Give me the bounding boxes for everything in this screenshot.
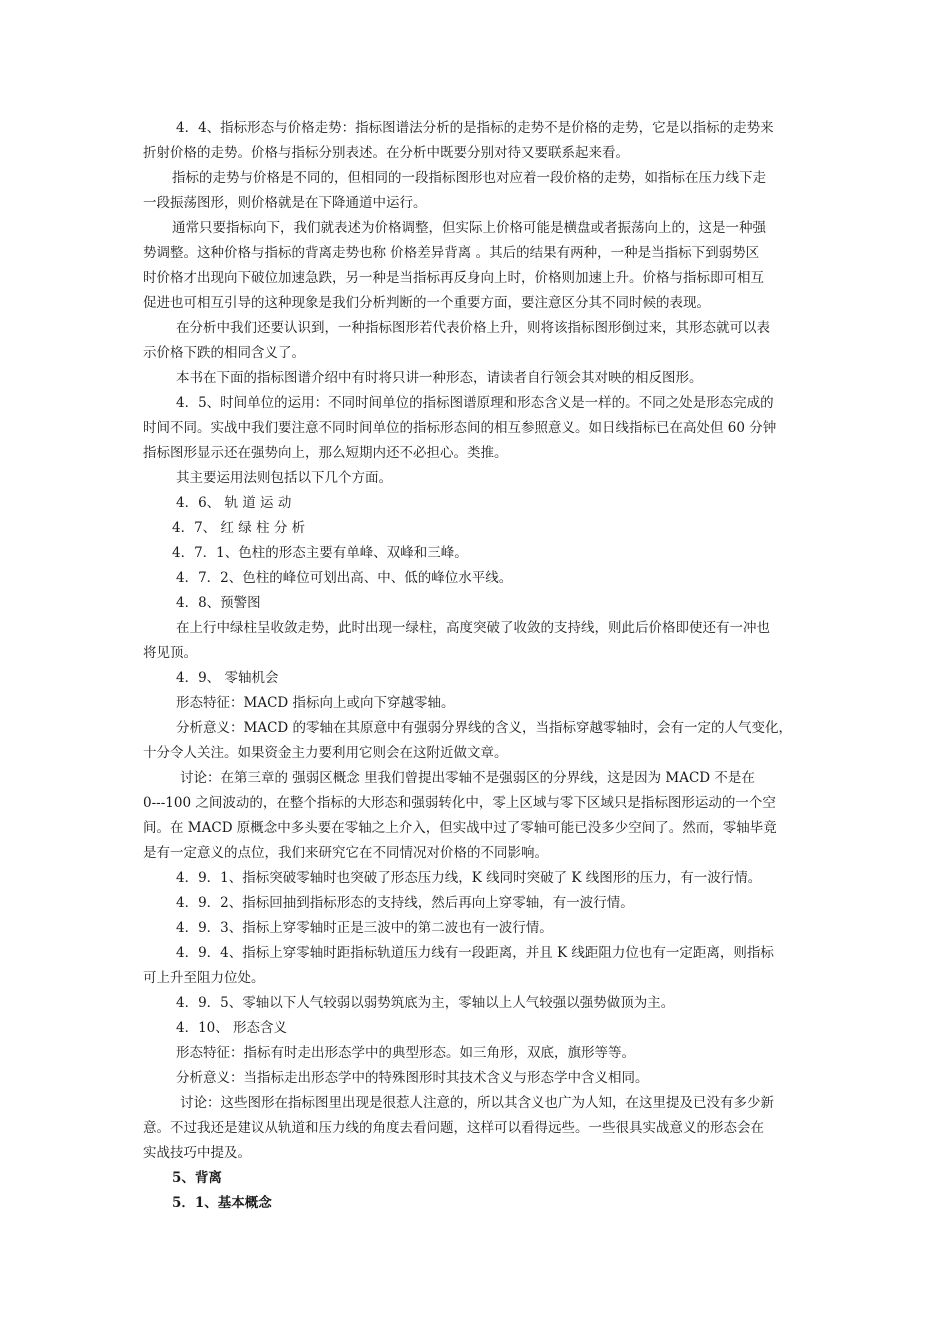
- text-line: 将见顶。: [143, 645, 197, 661]
- text-line: 4．7、 红 绿 柱 分 析: [172, 520, 306, 536]
- text-line: 4．9．5、零轴以下人气较弱以弱势筑底为主，零轴以上人气较强以强势做顶为主。: [176, 995, 675, 1011]
- text-line: 4．7．2、色柱的峰位可划出高、中、低的峰位水平线。: [176, 570, 513, 586]
- text-line: 0---100 之间波动的，在整个指标的大形态和强弱转化中，零上区域与零下区域只是指标图形运动的一个空: [143, 795, 776, 811]
- text-line: 十分令人关注。如果资金主力要利用它则会在这附近做文章。: [143, 745, 508, 761]
- text-line: 4．7．1、色柱的形态主要有单峰、双峰和三峰。: [172, 545, 468, 561]
- text-line: 5．1、基本概念: [172, 1195, 272, 1211]
- text-line: 分析意义：当指标走出形态学中的特殊图形时其技术含义与形态学中含义相同。: [176, 1070, 649, 1086]
- text-line: 4．4、指标形态与价格走势：指标图谱法分析的是指标的走势不是价格的走势，它是以指标的走势来: [176, 120, 774, 136]
- text-line: 4．9．2、指标回抽到指标形态的支持线，然后再向上穿零轴，有一波行情。: [176, 895, 634, 911]
- text-line: 通常只要指标向下，我们就表述为价格调整，但实际上价格可能是横盘或者振荡向上的，这是一种强: [172, 220, 766, 236]
- text-line: 在上行中绿柱呈收敛走势，此时出现一绿柱，高度突破了收敛的支持线，则此后价格即使还有一冲也: [176, 620, 770, 636]
- text-line: 形态特征：指标有时走出形态学中的典型形态。如三角形，双底，旗形等等。: [176, 1045, 635, 1061]
- text-line: 4．10、 形态含义: [176, 1020, 288, 1036]
- text-line: 间。在 MACD 原概念中多头要在零轴之上介入，但实战中过了零轴可能已没多少空间了。然而，零轴毕竟: [143, 820, 777, 836]
- text-line: 讨论：这些图形在指标图里出现是很惹人注意的，所以其含义也广为人知，在这里提及已没有多少新: [180, 1095, 774, 1111]
- text-line: 时间不同。实战中我们要注意不同时间单位的指标形态间的相互参照意义。如日线指标已在高处但 60 分钟: [143, 420, 777, 436]
- text-line: 5、背离: [172, 1170, 222, 1186]
- text-line: 4．9．1、指标突破零轴时也突破了形态压力线，K 线同时突破了 K 线图形的压力，有一波行情。: [176, 870, 762, 886]
- text-line: 意。不过我还是建议从轨道和压力线的角度去看问题，这样可以看得远些。一些很具实战意义的形态会在: [143, 1120, 764, 1136]
- text-line: 在分析中我们还要认识到，一种指标图形若代表价格上升，则将该指标图形倒过来，其形态就可以表: [176, 320, 770, 336]
- text-line: 其主要运用法则包括以下几个方面。: [176, 470, 392, 486]
- text-line: 实战技巧中提及。: [143, 1145, 251, 1161]
- text-line: 折射价格的走势。价格与指标分别表述。在分析中既要分别对待又要联系起来看。: [143, 145, 629, 161]
- text-line: 促进也可相互引导的这种现象是我们分析判断的一个重要方面，要注意区分其不同时候的表现。: [143, 295, 710, 311]
- text-line: 是有一定意义的点位，我们来研究它在不同情况对价格的不同影响。: [143, 845, 548, 861]
- text-line: 指标的走势与价格是不同的，但相同的一段指标图形也对应着一段价格的走势，如指标在压力线下走: [172, 170, 766, 186]
- text-line: 4．9．4、指标上穿零轴时距指标轨道压力线有一段距离，并且 K 线距阻力位也有一定距离，则指标: [176, 945, 774, 961]
- text-line: 分析意义：MACD 的零轴在其原意中有强弱分界线的含义，当指标穿越零轴时，会有一定的人气变化，: [176, 720, 793, 736]
- text-line: 4．8、预警图: [176, 595, 261, 611]
- text-line: 本书在下面的指标图谱介绍中有时将只讲一种形态，请读者自行领会其对映的相反图形。: [176, 370, 703, 386]
- text-line: 4．9．3、指标上穿零轴时正是三波中的第二波也有一波行情。: [176, 920, 553, 936]
- text-line: 指标图形显示还在强势向上，那么短期内还不必担心。类推。: [143, 445, 508, 461]
- text-line: 4．9、 零轴机会: [176, 670, 279, 686]
- text-line: 势调整。这种价格与指标的背离走势也称 价格差异背离 。其后的结果有两种，一种是当指标下到弱势区: [143, 245, 760, 261]
- text-line: 形态特征：MACD 指标向上或向下穿越零轴。: [176, 695, 455, 711]
- text-line: 示价格下跌的相同含义了。: [143, 345, 305, 361]
- text-line: 4．5、时间单位的运用：不同时间单位的指标图谱原理和形态含义是一样的。不同之处是形态完成的: [176, 395, 774, 411]
- text-line: 一段振荡图形，则价格就是在下降通道中运行。: [143, 195, 427, 211]
- text-line: 可上升至阻力位处。: [143, 970, 265, 986]
- text-line: 时价格才出现向下破位加速急跌，另一种是当指标再反身向上时，价格则加速上升。价格与指标即可相互: [143, 270, 764, 286]
- text-line: 4．6、 轨 道 运 动: [176, 495, 292, 511]
- text-line: 讨论：在第三章的 强弱区概念 里我们曾提出零轴不是强弱区的分界线，这是因为 MACD 不是在: [180, 770, 755, 786]
